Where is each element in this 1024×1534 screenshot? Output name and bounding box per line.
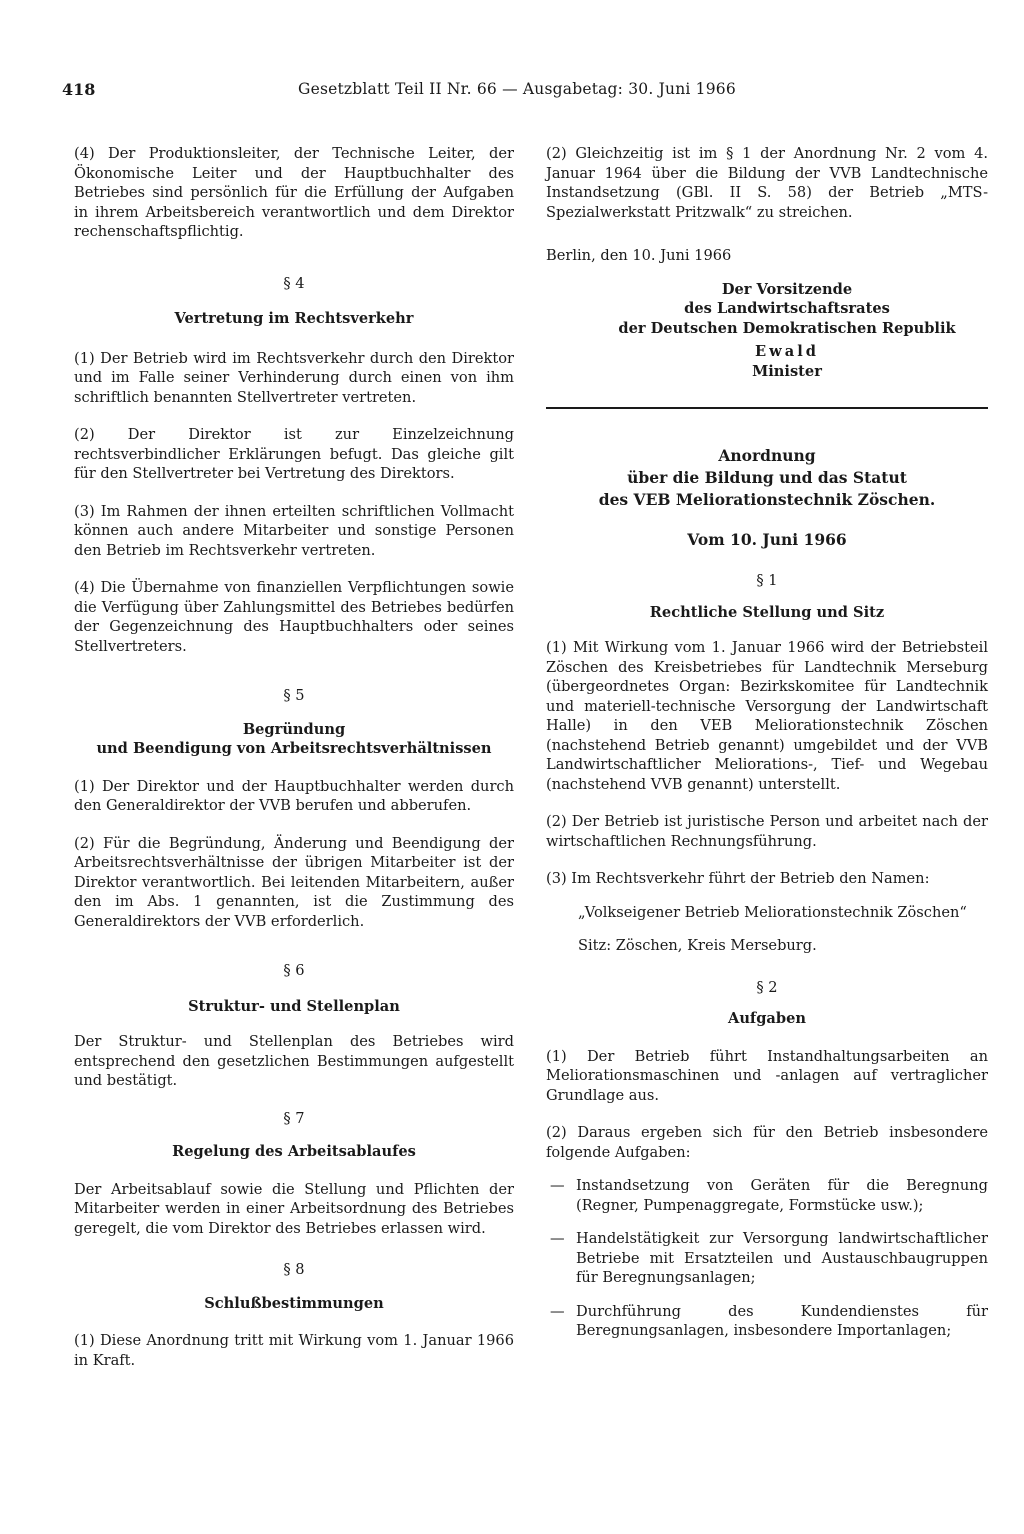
signatory-line: der Deutschen Demokratischen Republik (618, 319, 956, 337)
paragraph: (2) Der Betrieb ist juristische Person und arbeitet nach der wirtschaftlichen Rechnungsführung. (546, 813, 988, 850)
paragraph: (1) Der Betrieb führt Instandhaltungsarbeiten an Meliorationsmaschinen und -anlagen auf vertraglicher Grundlage aus. (546, 1047, 988, 1104)
page-number: 418 (62, 80, 96, 99)
section-number: § 7 (283, 1109, 305, 1127)
running-head: Gesetzblatt Teil II Nr. 66 — Ausgabetag: 30. Juni 1966 (298, 80, 736, 98)
section-number: § 8 (283, 1261, 305, 1278)
place-date: Berlin, den 10. Juni 1966 (546, 247, 732, 264)
section-title: Aufgaben (728, 1010, 806, 1027)
decree-title: Anordnung (718, 446, 816, 465)
list-item-text: Handelstätigkeit zur Versorgung landwirtschaftlicher Betriebe mit Ersatzteilen und Austauschbaugruppen für Beregnungsanlagen; (576, 1230, 988, 1286)
signature-block (546, 280, 988, 382)
section-title: Begründung (242, 720, 346, 738)
paragraph: (4) Der Produktionsleiter, der Technische Leiter, der Ökonomische Leiter und der Hauptbuchhalter des Betriebes sind persönlich für die Erfüllung der Aufgaben in ihrem Arbeitsbereich verantwortlich und dem Direktor rechenschaftspflichtig. (74, 145, 514, 240)
paragraph: (1) Der Betrieb wird im Rechtsverkehr durch den Direktor und im Falle seiner Verhinderung durch einen von ihm schriftlich benannten Stellvertreter vertreten. (74, 349, 514, 406)
list-item-text: Durchführung des Kundendienstes für Beregnungsanlagen, insbesondere Importanlagen; (576, 1302, 988, 1339)
signatory-name: Ewald (755, 343, 819, 360)
decree-title-block (546, 445, 988, 551)
paragraph: Der Struktur- und Stellenplan des Betriebes wird entsprechend den gesetzlichen Bestimmungen aufgestellt und bestätigt. (74, 1033, 514, 1089)
paragraph: (2) Daraus ergeben sich für den Betrieb insbesondere folgende Aufgaben: (546, 1124, 988, 1161)
company-name-quote: „Volkseigener Betrieb Meliorationstechnik Zöschen“ (578, 903, 967, 921)
separator-rule (546, 407, 988, 409)
list-item (546, 1176, 988, 1215)
left-column (74, 144, 514, 1370)
list-item (546, 1302, 988, 1341)
paragraph: (2) Für die Begründung, Änderung und Beendigung der Arbeitsrechtsverhältnisse der übrigen Mitarbeiter ist der Direktor verantwortlich. Bei leitenden Mitarbeitern, außer den im Abs. 1 genannten, ist die Zustimmung des Generaldirektors der VVB erforderlich. (74, 834, 514, 930)
paragraph: (4) Die Übernahme von finanziellen Verpflichtungen sowie die Verfügung über Zahlungsmittel des Betriebes bedürfen der Gegenzeichnung des Hauptbuchhalters oder seines Stellvertreters. (74, 579, 514, 655)
signatory-line: des Landwirtschaftsrates (684, 300, 890, 317)
dash-bullet: — (550, 1302, 565, 1320)
list-item-text: Instandsetzung von Geräten für die Beregnung (Regner, Pumpenaggregate, Formstücke usw.); (576, 1177, 988, 1214)
right-column (546, 144, 988, 1341)
section-number: § 6 (283, 962, 305, 979)
paragraph: Der Arbeitsablauf sowie die Stellung und Pflichten der Mitarbeiter werden in einer Arbeitsordnung des Betriebes geregelt, die vom Direktor des Betriebes erlassen wird. (74, 1180, 514, 1237)
section-title: und Beendigung von Arbeitsrechtsverhältnissen (96, 740, 492, 757)
section-number: § 2 (756, 978, 778, 996)
signatory-role: Minister (752, 362, 822, 380)
dash-bullet: — (550, 1230, 565, 1247)
paragraph: (3) Im Rahmen der ihnen erteilten schriftlichen Vollmacht können auch andere Mitarbeiter und sonstige Personen den Betrieb im Rechtsverkehr vertreten. (74, 502, 514, 559)
decree-title: des VEB Meliorationstechnik Zöschen. (598, 490, 936, 509)
section-title: Rechtliche Stellung und Sitz (649, 603, 885, 621)
section-number: § 1 (756, 572, 778, 589)
decree-date: Vom 10. Juni 1966 (687, 530, 847, 549)
section-number: § 5 (283, 687, 305, 704)
paragraph: (1) Der Direktor und der Hauptbuchhalter werden durch den Generaldirektor der VVB berufen und abberufen. (74, 777, 514, 814)
decree-title: über die Bildung und das Statut (627, 468, 907, 487)
paragraph: (1) Mit Wirkung vom 1. Januar 1966 wird der Betriebsteil Zöschen des Kreisbetriebes für Landtechnik Merseburg (übergeordnetes Organ: Bezirkskomitee für Landtechnik und materiell-technische Versorgung der Landwirtschaft Halle) in den VEB Meliorationstechnik Zöschen (nachstehend Betrieb genannt) umgebildet und der VVB Landwirtschaftlicher Meliorations-, Tief- und Wegebau (nachstehend VVB genannt) unterstellt. (546, 639, 988, 793)
signatory-line: Der Vorsitzende (721, 280, 853, 298)
paragraph: (3) Im Rechtsverkehr führt der Betrieb den Namen: (546, 870, 930, 887)
section-title: Struktur- und Stellenplan (188, 997, 400, 1015)
dash-bullet: — (550, 1177, 565, 1194)
section-title: Schlußbestimmungen (204, 1294, 384, 1312)
paragraph: (2) Der Direktor ist zur Einzelzeichnung rechtsverbindlicher Erklärungen befugt. Das gleiche gilt für den Stellvertreter bei Vertretung des Direktors. (74, 426, 514, 482)
paragraph: (2) Gleichzeitig ist im § 1 der Anordnung Nr. 2 vom 4. Januar 1964 über die Bildung der VVB Landtechnische Instandsetzung (GBl. II S. 58) der Betrieb „MTS-Spezialwerkstatt Pritzwalk“ zu streichen. (546, 145, 988, 221)
section-number: § 4 (283, 274, 305, 292)
section-title: Regelung des Arbeitsablaufes (172, 1143, 416, 1160)
paragraph: (1) Diese Anordnung tritt mit Wirkung vom 1. Januar 1966 in Kraft. (74, 1332, 514, 1369)
list-item (546, 1229, 988, 1288)
company-seat: Sitz: Zöschen, Kreis Merseburg. (578, 937, 817, 954)
section-title: Vertretung im Rechtsverkehr (174, 310, 414, 327)
